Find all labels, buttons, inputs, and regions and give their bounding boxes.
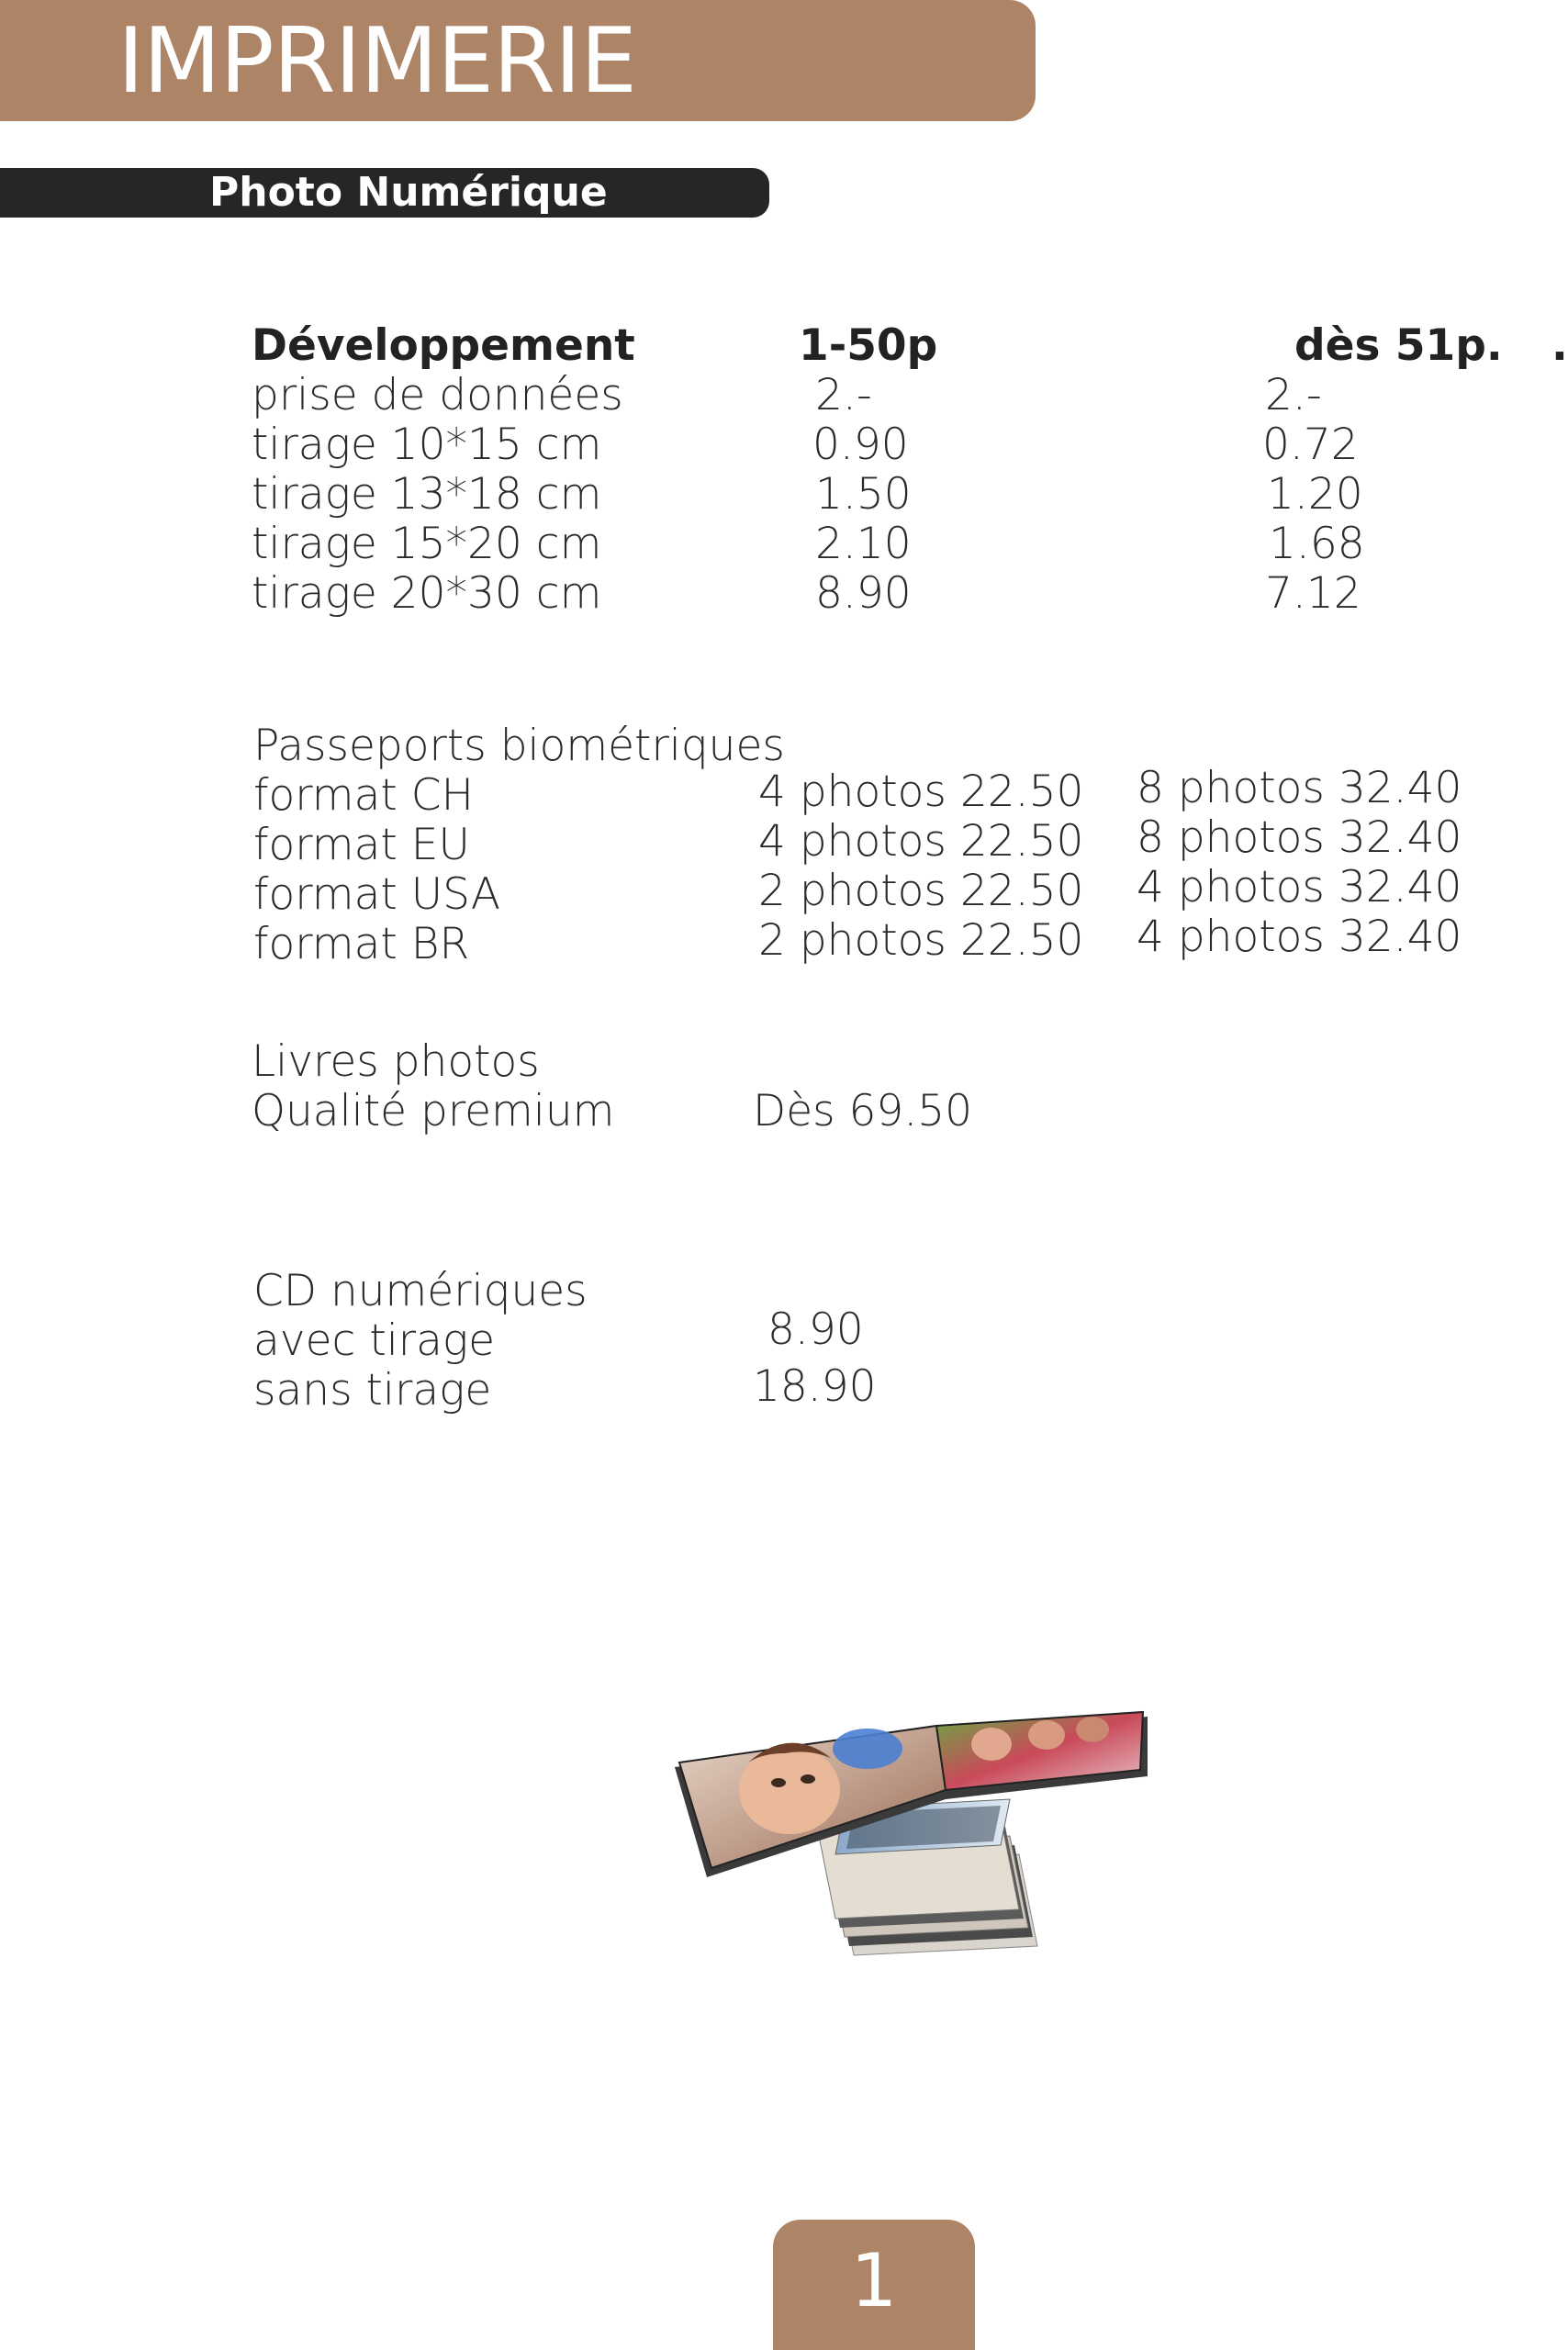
developpement-heading: Développement	[252, 320, 635, 371]
livres-heading: Livres photos	[252, 1036, 540, 1087]
passport-row-value: 2 photos 22.50	[758, 866, 1084, 916]
price-row-label: tirage 10*15 cm	[252, 420, 602, 470]
price-row-label: prise de données	[252, 370, 623, 420]
price-row-label: tirage 20*30 cm	[252, 568, 602, 619]
passeports-heading: Passeports biométriques	[253, 721, 785, 771]
price-row-value: 1.68	[1269, 519, 1365, 569]
price-row-label: tirage 13*18 cm	[252, 469, 602, 520]
passport-row-value: 4 photos 32.40	[1137, 912, 1462, 962]
page-number-tab	[773, 2220, 975, 2350]
passport-row-label: format BR	[253, 919, 470, 969]
passport-row-label: format EU	[253, 820, 470, 870]
column-header-suffix: .	[1551, 320, 1568, 371]
section-banner	[0, 168, 769, 218]
cd-heading: CD numériques	[253, 1266, 588, 1316]
price-row-value: 7.12	[1265, 568, 1361, 619]
livres-price: Dès 69.50	[753, 1086, 973, 1136]
passport-row-value: 4 photos 22.50	[758, 767, 1084, 817]
price-row-value: 1.20	[1267, 469, 1363, 520]
price-row-value: 1.50	[815, 469, 912, 520]
passport-row-value: 4 photos 22.50	[758, 816, 1084, 867]
cd-row-price: 8.90	[767, 1304, 864, 1355]
price-row-value: 2.-	[1265, 370, 1322, 420]
passport-row-value: 8 photos 32.40	[1137, 763, 1462, 813]
passport-row-label: format USA	[253, 869, 501, 920]
column-header-1-50p: 1-50p	[799, 320, 938, 371]
price-row-value: 0.90	[812, 420, 909, 470]
passport-row-value: 8 photos 32.40	[1137, 812, 1462, 863]
price-row-label: tirage 15*20 cm	[252, 519, 602, 569]
price-row-value: 8.90	[815, 568, 912, 619]
passport-row-label: format CH	[253, 770, 474, 821]
cd-row-price: 18.90	[753, 1361, 877, 1412]
cd-row-label: avec tirage	[253, 1315, 496, 1366]
photo-book-and-prints-image	[670, 1662, 1157, 1974]
section-title: Photo Numérique	[209, 169, 608, 216]
price-row-value: 0.72	[1262, 420, 1359, 470]
header-banner	[0, 0, 1036, 121]
passport-row-value: 4 photos 32.40	[1137, 862, 1462, 912]
price-row-value: 2.-	[815, 370, 872, 420]
passport-row-value: 2 photos 22.50	[758, 915, 1084, 966]
livres-label: Qualité premium	[252, 1086, 615, 1136]
column-header-des-51p: dès 51p.	[1294, 320, 1503, 371]
cd-row-label: sans tirage	[253, 1365, 492, 1416]
page-number: 1	[850, 2238, 898, 2323]
price-row-value: 2.10	[815, 519, 912, 569]
page-title: IMPRIMERIE	[118, 9, 636, 114]
